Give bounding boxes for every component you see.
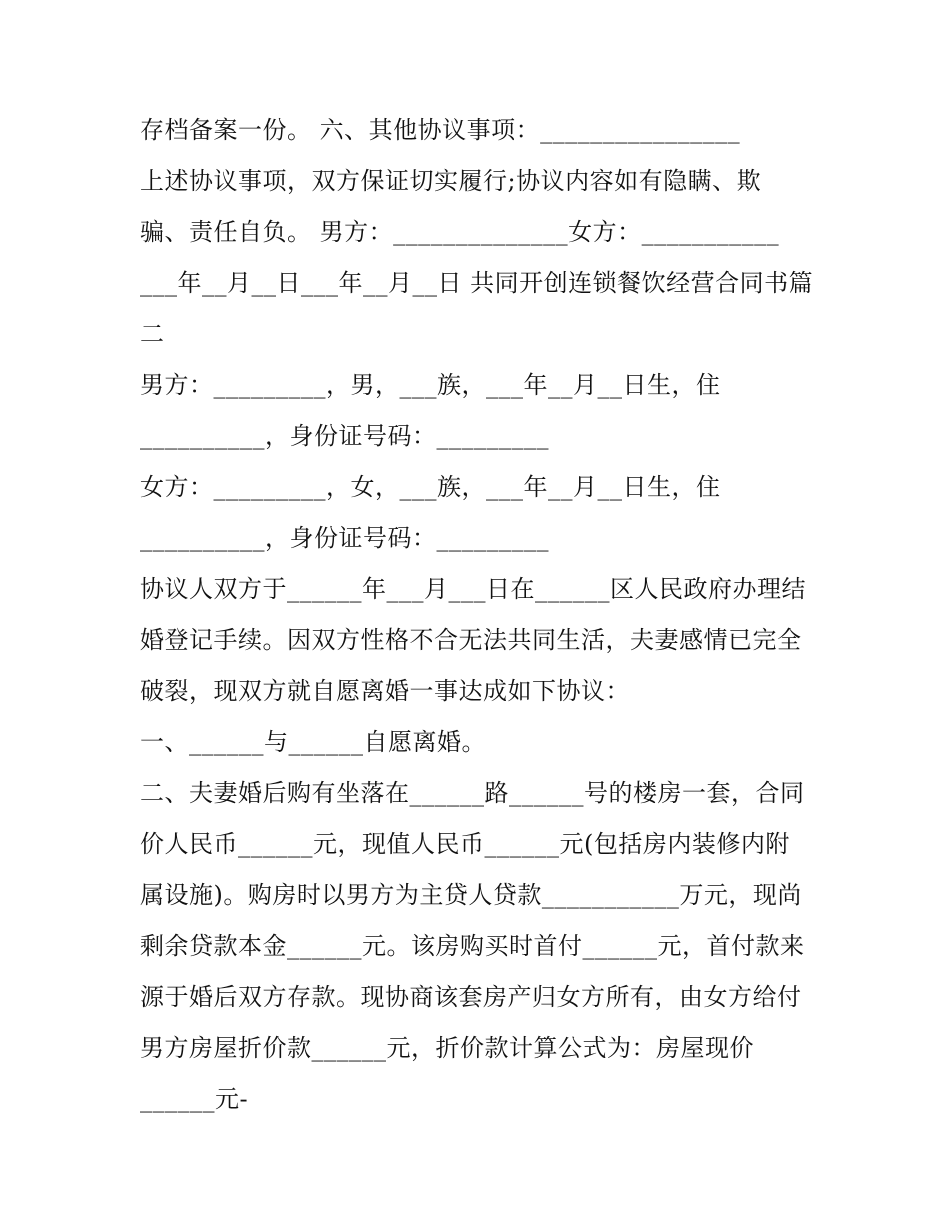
text-line-7: __________，身份证号码：_________: [140, 422, 549, 450]
text-line-9: __________，身份证号码：_________: [140, 524, 549, 552]
text-line-18: 源于婚后双方存款。现协商该套房产归女方所有，由女方给付: [140, 983, 802, 1011]
text-line-17: 剩余贷款本金______元。该房购买时首付______元，首付款来: [140, 932, 805, 960]
text-line-3: 骗、责任自负。 男方：______________女方：___________: [140, 218, 780, 246]
text-line-12: 破裂，现双方就自愿离婚一事达成如下协议：: [140, 677, 630, 705]
text-line-11: 婚登记手续。因双方性格不合无法共同生活，夫妻感情已完全: [140, 626, 802, 654]
text-line-14: 二、夫妻婚后购有坐落在______路______号的楼房一套，合同: [140, 779, 805, 807]
text-line-15: 价人民币______元，现值人民币______元(包括房内装修内附: [140, 830, 790, 858]
text-line-5: 二: [140, 320, 165, 348]
text-line-2: 上述协议事项，双方保证切实履行;协议内容如有隐瞒、欺: [140, 167, 762, 195]
text-line-1: 存档备案一份。 六、其他协议事项：________________: [140, 116, 741, 144]
text-line-6: 男方：_________，男，___族，___年__月__日生，住: [140, 371, 721, 399]
text-line-20: ______元-: [140, 1085, 249, 1113]
text-line-4: ___年__月__日___年__月__日 共同开创连锁餐饮经营合同书篇: [140, 269, 814, 297]
text-line-19: 男方房屋折价款______元，折价款计算公式为：房屋现价: [140, 1034, 754, 1062]
text-line-8: 女方：_________，女，___族，___年__月__日生，住: [140, 473, 721, 501]
text-line-10: 协议人双方于______年___月___日在______区人民政府办理结: [140, 575, 806, 603]
text-line-16: 属设施)。购房时以男方为主贷人贷款___________万元，现尚: [140, 881, 802, 909]
text-line-13: 一、______与______自愿离婚。: [140, 728, 486, 756]
